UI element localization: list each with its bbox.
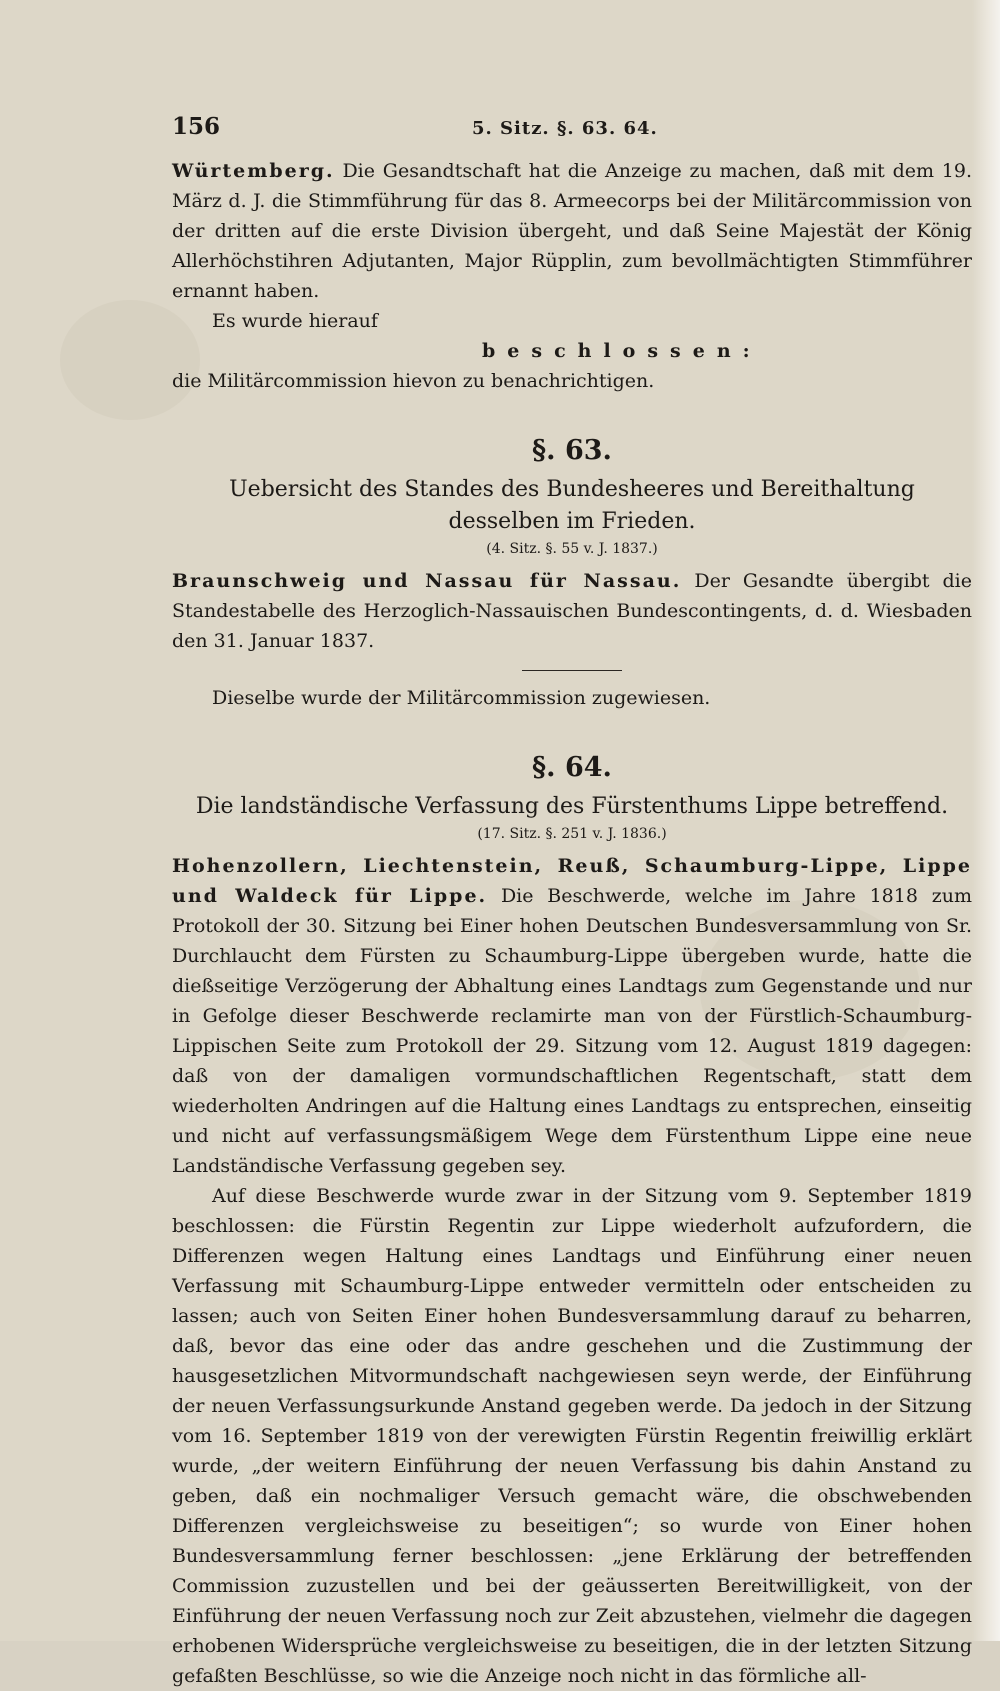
section-63-closing: Dieselbe wurde der Militärcommission zugewiesen. <box>212 687 711 709</box>
section-63-title: Uebersicht des Standes des Bundesheeres und Bereithaltung desselben im Frieden. <box>229 477 915 534</box>
section-64-title: Die landständische Verfassung des Fürstenthums Lippe betreffend. <box>195 794 949 819</box>
divider-rule <box>522 670 622 671</box>
section-64-paragraph-1 <box>172 851 972 1181</box>
section-64-para1-text: Die Beschwerde, welche im Jahre 1818 zum Protokoll der 30. Sitzung bei Einer hohen Deutschen Bundesversammlung von Sr. Durchlaucht dem Fürsten zu Schaumburg-Lippe übergeben wurde, hatte die dießseitige Verzögerung der Abhaltung eines Landtags zum Gegenstande und nur in Gefolge dieser Beschwerde reclamirte man von der Fürstlich-Schaumburg-Lippischen Seite zum Protokoll der 29. Sitzung vom 12. August 1819 dagegen: daß von der damaligen vormundschaftlichen Regentschaft, statt dem wiederholten Andringen auf die Haltung eines Landtags zu entsprechen, einseitig und nicht auf verfassungsmäßigem Wege dem Fürstenthum Lippe eine neue Landständische Verfassung gegeben sey. <box>172 885 972 1177</box>
running-head: 5. Sitz. §. 63. 64. <box>472 118 658 139</box>
section-64-number: §. 64. <box>532 752 612 783</box>
section-63-lead: Braunschweig und Nassau für Nassau. <box>172 570 682 592</box>
resolution-intro: Es wurde hierauf <box>212 310 378 332</box>
section-63-text: Der Gesandte übergibt die Standestabelle des Herzoglich-Nassauischen Bundescontingents, d. d. Wiesbaden den 31. Januar 1837. <box>172 570 972 652</box>
section-63-number: §. 63. <box>532 435 612 466</box>
section-64-paragraph-2: Auf diese Beschwerde wurde zwar in der Sitzung vom 9. September 1819 beschlossen: die Fürstin Regentin zur Lippe wiederholt aufzufordern, die Differenzen wegen Haltung eines Landtags und Einführung einer neuen Verfassung mit Schaumburg-Lippe entweder vermitteln oder entscheiden zu lassen; auch von Seiten Einer hohen Bundesversammlung darauf zu beharren, daß, bevor das eine oder das andre geschehen und die Zustimmung der hausgesetzlichen Mitvormundschaft nachgewiesen seyn werde, der Einführung der neuen Verfassungsurkunde Anstand gegeben werde. Da jedoch in der Sitzung vom 16. September 1819 von der verewigten Fürstin Regentin freiwillig erklärt wurde, „der weitern Einführung der neuen Verfassung bis dahin Anstand zu geben, daß ein nochmaliger Versuch gemacht wäre, die obschwebenden Differenzen vergleichsweise zu beseitigen“; so wurde von Einer hohen Bundesversammlung ferner beschlossen: „jene Erklärung der betreffenden Commission zuzustellen und bei der geäusserten Bereitwilligkeit, von der Einführung der neuen Verfassung noch zur Zeit abzustehen, vielmehr die dagegen erhobenen Widersprüche vergleichsweise zu beseitigen, die in der letzten Sitzung gefaßten Beschlüsse, so wie die Anzeige noch nicht in das förmliche all- <box>172 1185 972 1687</box>
resolution-word: beschlossen: <box>482 340 762 362</box>
wuerttemberg-text: Die Gesandtschaft hat die Anzeige zu machen, daß mit dem 19. März d. J. die Stimmführung für das 8. Armeecorps bei der Militärcommission von der dritten auf die erste Division übergeht, und daß Seine Majestät der König Allerhöchstihren Adjutanten, Major Rüpplin, zum bevollmächtigten Stimmführer ernannt haben. <box>172 160 972 302</box>
page-number: 156 <box>172 113 221 140</box>
section-64-lead: Hohenzollern, Liechtenstein, Reuß, Schaumburg-Lippe, Lippe und Waldeck für Lippe. <box>172 855 972 907</box>
resolution-text: die Militärcommission hievon zu benachrichtigen. <box>172 370 655 392</box>
page-content <box>172 112 972 1691</box>
wuerttemberg-paragraph <box>172 156 972 306</box>
wuerttemberg-lead: Würtemberg. <box>172 160 335 182</box>
section-64-reference: (17. Sitz. §. 251 v. J. 1836.) <box>477 826 667 842</box>
section-63-reference: (4. Sitz. §. 55 v. J. 1837.) <box>486 541 658 557</box>
section-63-paragraph <box>172 566 972 656</box>
page-header <box>172 112 972 144</box>
